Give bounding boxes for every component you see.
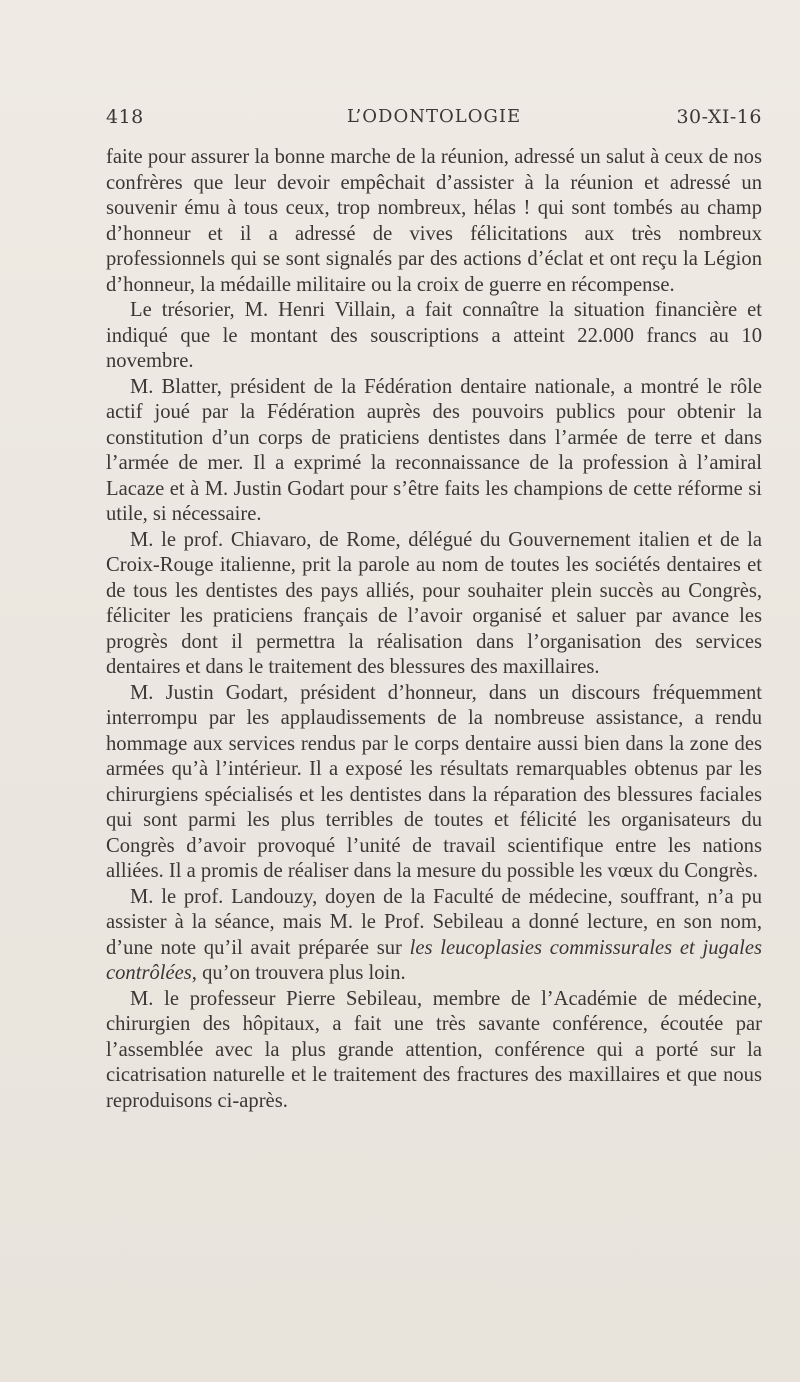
running-header bbox=[106, 106, 762, 138]
paragraph-tresorier: Le trésorier, M. Henri Villain, a fait connaître la situation financière et indiqué que le montant des souscriptions a atteint 22.000 francs au 10 novembre. bbox=[106, 299, 762, 372]
paragraph-blatter: M. Blatter, président de la Fédération dentaire nationale, a montré le rôle actif joué par la Fédération auprès des pouvoirs publics pour obtenir la constitution d’un corps de praticiens dentistes dans l’armée de terre et dans l’armée de mer. Il a exprimé la reconnaissance de la profession à l’amiral Lacaze et à M. Justin Godart pour s’être faits les champions de cette réforme si utile, si nécessaire. bbox=[106, 375, 762, 525]
paragraph-chiavaro: M. le prof. Chiavaro, de Rome, délégué du Gouvernement italien et de la Croix-Rouge italienne, prit la parole au nom de toutes les sociétés dentaires et de tous les dentistes des pays alliés, pour souhaiter plein succès au Congrès, féliciter les praticiens français de l’avoir organisé et saluer par avance les progrès dont il permettra la réalisation dans l’organisation des services dentaires et dans le traitement des blessures des maxillaires. bbox=[106, 528, 762, 678]
article-body bbox=[106, 145, 762, 1114]
landouzy-text-after: , qu’on trouvera plus loin. bbox=[191, 962, 406, 984]
landouzy-text-before: M. le prof. Landouzy, doyen de la Faculté de médecine, souffrant, n’a pu assister à la séance, mais M. le Prof. Sebileau a donné lecture, en son nom, d’une note qu’il avait préparée sur bbox=[106, 885, 762, 959]
paragraph-godart: M. Justin Godart, président d’honneur, dans un discours fréquemment interrompu par les applaudissements de la nombreuse assistance, a rendu hommage aux services rendus par le corps dentaire aussi bien dans la zone des armées qu’à l’intérieur. Il a exposé les résultats remarquables obtenus par les chirurgiens spécialisés et les dentistes dans la réparation des blessures faciales qui sont parmi les plus terribles de toutes et félicité les organisateurs du Congrès d’avoir provoqué l’unité de travail scientifique entre les nations alliées. Il a promis de réaliser dans la mesure du possible les vœux du Congrès. bbox=[106, 681, 762, 882]
paragraph-continuation: faite pour assurer la bonne marche de la réunion, adressé un salut à ceux de nos confrères que leur devoir empêchait d’assister à la réunion et adressé un souvenir ému à tous ceux, trop nombreux, hélas ! qui sont tombés au champ d’honneur et il a adressé de vives félicitations aux très nombreux professionnels qui se sont signalés par des actions d’éclat et ont reçu la Légion d’honneur, la médaille militaire ou la croix de guerre en récompense. bbox=[106, 146, 762, 296]
page-number: 418 bbox=[106, 106, 144, 128]
paragraph-landouzy bbox=[106, 885, 762, 987]
issue-date: 30-XI-16 bbox=[676, 106, 762, 128]
journal-title: L’ODONTOLOGIE bbox=[346, 106, 522, 127]
paragraph-sebileau: M. le professeur Pierre Sebileau, membre de l’Académie de médecine, chirurgien des hôpitaux, a fait une très savante conférence, écoutée par l’assemblée avec la plus grande attention, conférence qui a porté sur la cicatrisation naturelle et le traitement des fractures des maxillaires et que nous reproduisons ci-après. bbox=[106, 987, 762, 1112]
landouzy-italic-title: les leucoplasies commissurales et jugales contrôlées bbox=[106, 936, 762, 984]
